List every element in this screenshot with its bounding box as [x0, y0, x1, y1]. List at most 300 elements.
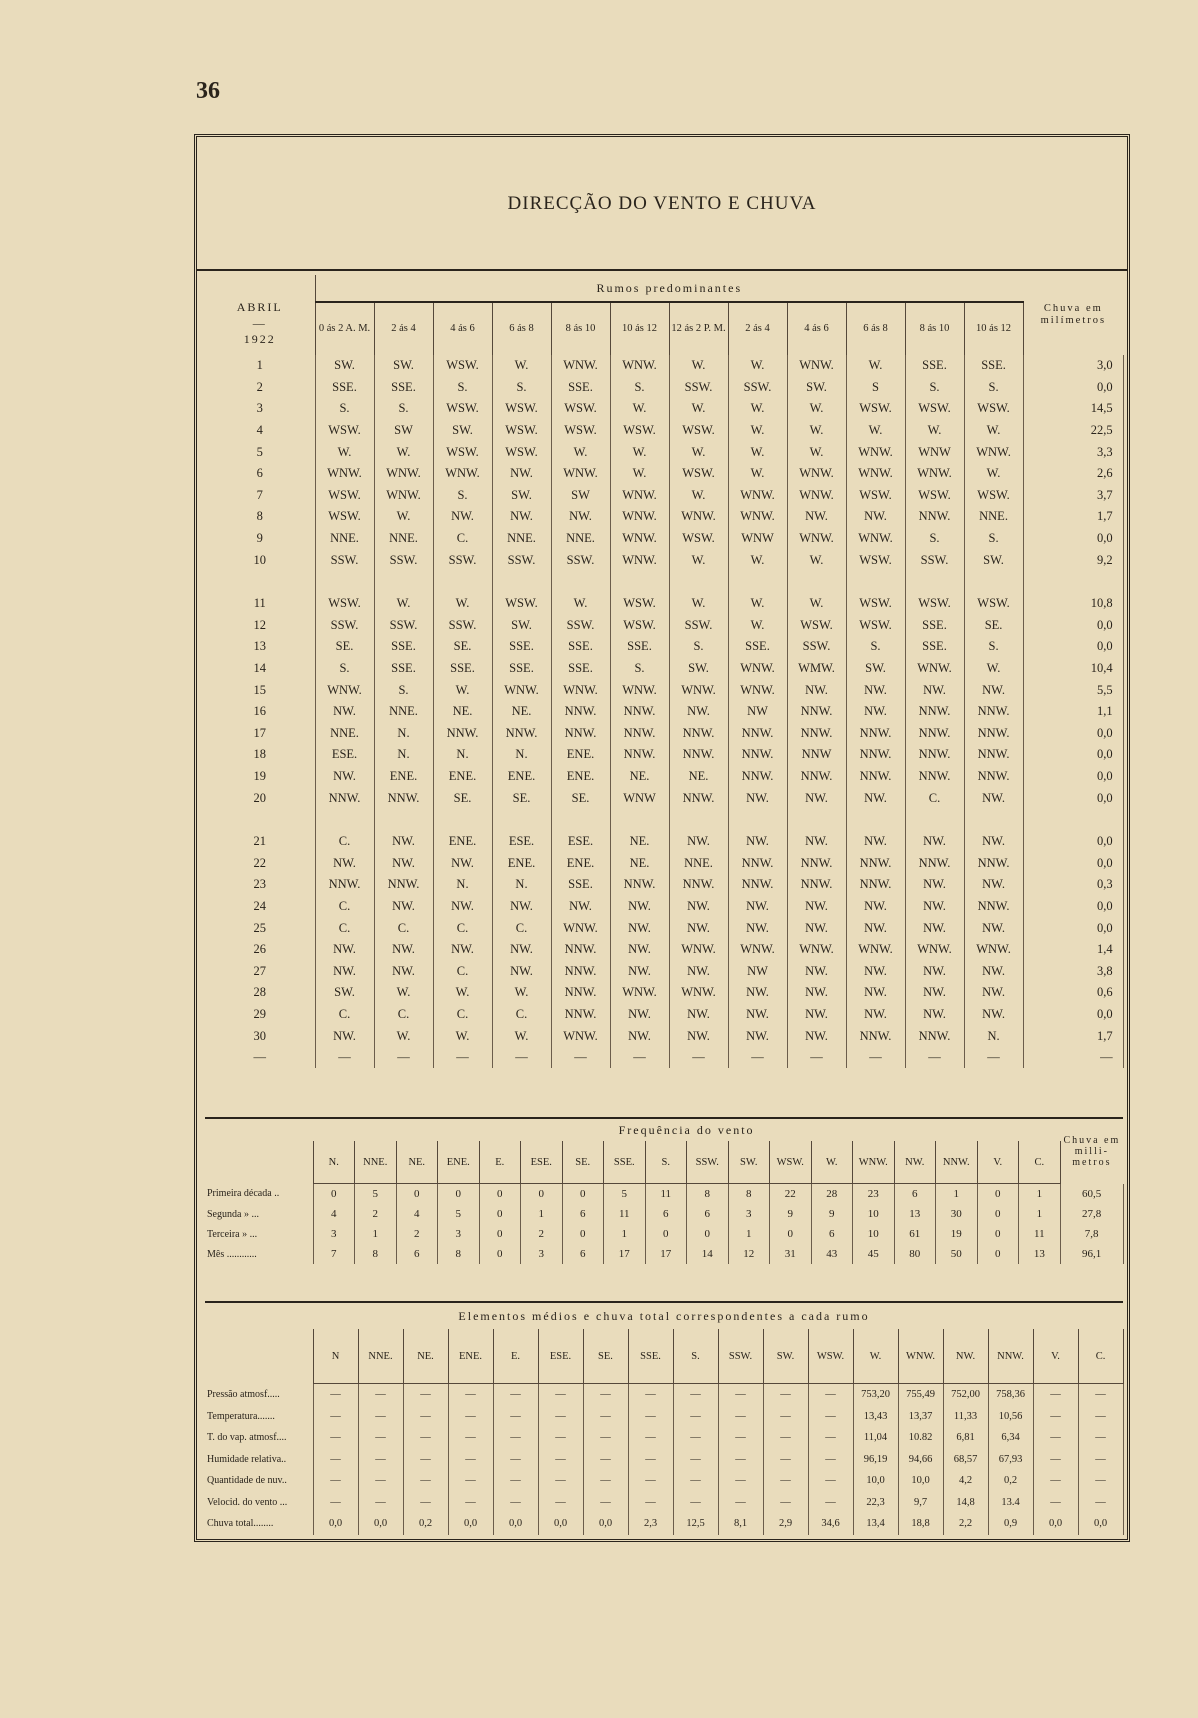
direction-cell: NW. [846, 982, 905, 1004]
value-cell: — [673, 1492, 718, 1514]
direction-cell: SSW. [669, 377, 728, 399]
direction-cell: W. [669, 441, 728, 463]
direction-cell: S. [492, 377, 551, 399]
direction-cell: WNW. [728, 485, 787, 507]
direction-cell: NW. [374, 896, 433, 918]
direction-cell: — [374, 1047, 433, 1069]
table-row [205, 398, 1123, 420]
direction-cell: NW. [433, 506, 492, 528]
value-cell: 0,0 [538, 1513, 583, 1535]
direction-cell: SSE. [433, 658, 492, 680]
direction-cell: NW. [905, 831, 964, 853]
direction-cell: S. [905, 377, 964, 399]
day-cell: 27 [205, 960, 315, 982]
direction-cell: NW. [787, 896, 846, 918]
direction-cell: NW. [669, 831, 728, 853]
value-cell: — [313, 1470, 358, 1492]
column-header: E. [493, 1329, 538, 1384]
value-cell: — [448, 1470, 493, 1492]
column-header: W. [853, 1329, 898, 1384]
direction-cell: WSW. [433, 398, 492, 420]
rain-cell: 3,0 [1023, 355, 1123, 377]
rain-cell: 0,0 [1023, 787, 1123, 809]
value-cell: — [493, 1427, 538, 1449]
value-cell: 13,43 [853, 1406, 898, 1428]
value-cell: — [808, 1406, 853, 1428]
value-cell: — [628, 1384, 673, 1406]
frequency-cell: 3 [521, 1244, 563, 1264]
table-row [205, 1184, 1123, 1205]
direction-cell: C. [374, 917, 433, 939]
direction-cell: WSW. [905, 485, 964, 507]
direction-cell: NW. [905, 917, 964, 939]
frequency-cell: 30 [936, 1204, 978, 1224]
value-cell: — [583, 1406, 628, 1428]
frequency-cell: 43 [811, 1244, 853, 1264]
value-cell: — [1033, 1449, 1078, 1471]
table-row [205, 1470, 1123, 1492]
day-cell: 11 [205, 593, 315, 615]
direction-cell: WNW. [610, 355, 669, 377]
table-row [205, 1492, 1123, 1514]
direction-cell: NNW. [551, 723, 610, 745]
column-header: ESE. [538, 1329, 583, 1384]
mean-elements-table [205, 1301, 1124, 1535]
direction-cell: NW. [905, 679, 964, 701]
frequency-cell: 0 [479, 1184, 521, 1205]
frequency-cell: 0 [977, 1204, 1019, 1224]
value-cell: — [628, 1406, 673, 1428]
direction-cell: WSW. [610, 593, 669, 615]
rain-cell: — [1023, 1047, 1123, 1069]
day-cell: 12 [205, 615, 315, 637]
direction-cell: NNW. [905, 1025, 964, 1047]
frequency-cell: 5 [355, 1184, 397, 1205]
direction-cell: S. [433, 377, 492, 399]
frequency-cell: 11 [645, 1184, 687, 1205]
direction-cell: ENE. [433, 831, 492, 853]
value-cell: 13.4 [988, 1492, 1033, 1514]
frequency-cell: 1 [936, 1184, 978, 1205]
value-cell: — [1078, 1449, 1123, 1471]
value-cell: — [1033, 1427, 1078, 1449]
month-label: ABRIL [236, 300, 283, 314]
direction-cell: SE. [551, 787, 610, 809]
direction-cell: W. [669, 549, 728, 571]
direction-cell: NW. [787, 917, 846, 939]
table-row [205, 593, 1123, 615]
year-label: 1922 [243, 332, 276, 346]
direction-cell: NNW. [669, 744, 728, 766]
direction-cell: W. [787, 398, 846, 420]
direction-cell: WNW [610, 787, 669, 809]
direction-cell: NW. [492, 939, 551, 961]
day-cell: 20 [205, 787, 315, 809]
direction-cell: W. [669, 485, 728, 507]
direction-cell: NNW. [728, 723, 787, 745]
rain-cell: 22,5 [1023, 420, 1123, 442]
direction-cell: S. [315, 398, 374, 420]
value-cell: 758,36 [988, 1384, 1033, 1406]
value-cell: — [583, 1384, 628, 1406]
direction-cell: NW. [787, 1025, 846, 1047]
day-cell: 13 [205, 636, 315, 658]
direction-cell: WSW. [846, 485, 905, 507]
rain-cell: 0,0 [1023, 896, 1123, 918]
direction-cell: S. [964, 528, 1023, 550]
column-header: E. [479, 1141, 521, 1184]
frequency-cell: 17 [604, 1244, 646, 1264]
value-cell: 0,0 [313, 1513, 358, 1535]
rain-cell: 7,8 [1060, 1224, 1123, 1244]
column-header: 12 ás 2 P. M. [669, 302, 728, 355]
direction-cell: NW. [846, 1004, 905, 1026]
direction-cell: SE. [964, 615, 1023, 637]
column-header: N [313, 1329, 358, 1384]
direction-cell: NNW. [610, 723, 669, 745]
direction-cell: W. [787, 441, 846, 463]
direction-cell: SSE. [905, 615, 964, 637]
value-cell: — [1078, 1427, 1123, 1449]
direction-cell: S [846, 377, 905, 399]
direction-cell: SSE. [374, 636, 433, 658]
frequency-cell: 6 [562, 1244, 604, 1264]
direction-cell: W. [728, 463, 787, 485]
direction-cell: C. [433, 917, 492, 939]
direction-cell: S. [669, 636, 728, 658]
table-row [205, 679, 1123, 701]
table-row [205, 528, 1123, 550]
value-cell: — [313, 1492, 358, 1514]
direction-cell: W. [669, 398, 728, 420]
column-header: 10 ás 12 [964, 302, 1023, 355]
table-row [205, 701, 1123, 723]
direction-cell: WNW. [610, 679, 669, 701]
direction-cell: NW. [374, 831, 433, 853]
rain-cell: 1,7 [1023, 506, 1123, 528]
direction-cell: NW. [433, 939, 492, 961]
value-cell: — [538, 1427, 583, 1449]
direction-cell: SW. [374, 355, 433, 377]
day-cell: 2 [205, 377, 315, 399]
direction-cell: SW. [492, 485, 551, 507]
direction-cell: C. [433, 528, 492, 550]
table-row [205, 787, 1123, 809]
rain-cell: 96,1 [1060, 1244, 1123, 1264]
direction-cell: S. [610, 658, 669, 680]
direction-cell: NW. [728, 1025, 787, 1047]
value-cell: — [358, 1470, 403, 1492]
direction-cell: NNW. [551, 701, 610, 723]
direction-cell: NW. [315, 701, 374, 723]
frequency-cell: 6 [645, 1204, 687, 1224]
value-cell: — [1033, 1384, 1078, 1406]
direction-cell: NW. [669, 917, 728, 939]
column-header: SSW. [718, 1329, 763, 1384]
direction-cell: W. [433, 982, 492, 1004]
day-cell: 3 [205, 398, 315, 420]
direction-cell: NNW. [964, 744, 1023, 766]
day-cell: 8 [205, 506, 315, 528]
column-header: SW. [763, 1329, 808, 1384]
column-header: 8 ás 10 [551, 302, 610, 355]
row-label: Primeira década .. [205, 1184, 313, 1205]
rain-cell: 0,0 [1023, 615, 1123, 637]
value-cell: — [718, 1492, 763, 1514]
direction-cell: — [433, 1047, 492, 1069]
direction-cell: NNW. [905, 852, 964, 874]
title-band [197, 137, 1127, 271]
rain-header: Chuva em milímetros [1040, 303, 1107, 326]
table-row [205, 960, 1123, 982]
value-cell: — [673, 1427, 718, 1449]
direction-cell: WSW. [492, 593, 551, 615]
direction-cell: NW. [787, 679, 846, 701]
table-row [205, 744, 1123, 766]
frequency-cell: 3 [438, 1224, 480, 1244]
value-cell: — [808, 1384, 853, 1406]
direction-cell: NNW. [846, 852, 905, 874]
direction-cell: N. [492, 874, 551, 896]
column-header: 10 ás 12 [610, 302, 669, 355]
frequency-cell: 0 [977, 1244, 1019, 1264]
frequency-cell: 12 [728, 1244, 770, 1264]
direction-cell: SSE. [492, 636, 551, 658]
direction-cell: W. [964, 420, 1023, 442]
direction-cell: NW. [846, 917, 905, 939]
direction-cell: NW. [492, 506, 551, 528]
frequency-cell: 22 [770, 1184, 812, 1205]
value-cell: 9,7 [898, 1492, 943, 1514]
direction-cell: NW. [374, 939, 433, 961]
frequency-cell: 8 [355, 1244, 397, 1264]
row-gap [205, 571, 1123, 593]
value-cell: 68,57 [943, 1449, 988, 1471]
rain-cell: 0,6 [1023, 982, 1123, 1004]
table-row [205, 1004, 1123, 1026]
direction-cell: NNW. [787, 701, 846, 723]
direction-cell: SSW. [374, 549, 433, 571]
value-cell: 12,5 [673, 1513, 718, 1535]
direction-cell: N. [374, 723, 433, 745]
direction-cell: SSW. [433, 615, 492, 637]
direction-cell: WSW. [433, 355, 492, 377]
table-row [205, 1025, 1123, 1047]
direction-cell: SSE. [374, 377, 433, 399]
table-row [205, 1224, 1123, 1244]
direction-cell: WNW. [905, 939, 964, 961]
direction-cell: NW. [846, 960, 905, 982]
frequency-cell: 8 [438, 1244, 480, 1264]
direction-cell: WNW. [492, 679, 551, 701]
direction-cell: NW. [787, 982, 846, 1004]
direction-cell: NNW. [905, 506, 964, 528]
value-cell: — [358, 1406, 403, 1428]
column-header: S. [673, 1329, 718, 1384]
value-cell: — [403, 1449, 448, 1471]
direction-cell: C. [492, 917, 551, 939]
direction-cell: N. [374, 744, 433, 766]
value-cell: 2,3 [628, 1513, 673, 1535]
rain-cell: 3,7 [1023, 485, 1123, 507]
direction-cell: WNW. [669, 679, 728, 701]
value-cell: — [493, 1492, 538, 1514]
frequency-cell: 9 [770, 1204, 812, 1224]
direction-cell: W. [492, 982, 551, 1004]
direction-cell: SSE. [551, 377, 610, 399]
column-header: ENE. [438, 1141, 480, 1184]
rain-cell: 0,0 [1023, 377, 1123, 399]
direction-cell: WNW. [610, 982, 669, 1004]
value-cell: 10,0 [898, 1470, 943, 1492]
direction-cell: WSW. [492, 441, 551, 463]
direction-cell: WSW. [905, 398, 964, 420]
direction-cell: NW. [610, 960, 669, 982]
value-cell: — [313, 1427, 358, 1449]
frequency-cell: 2 [396, 1224, 438, 1244]
direction-cell: — [787, 1047, 846, 1069]
row-label: Chuva total........ [205, 1513, 313, 1535]
value-cell: — [628, 1427, 673, 1449]
column-header: NE. [396, 1141, 438, 1184]
direction-cell: NW. [315, 766, 374, 788]
table-row [205, 636, 1123, 658]
direction-cell: NW. [964, 787, 1023, 809]
value-cell: 94,66 [898, 1449, 943, 1471]
value-cell: 13,37 [898, 1406, 943, 1428]
column-header: 4 ás 6 [787, 302, 846, 355]
column-header: V. [1033, 1329, 1078, 1384]
value-cell: — [448, 1384, 493, 1406]
table-row [205, 1384, 1123, 1406]
direction-cell: SSE. [905, 636, 964, 658]
value-cell: — [628, 1449, 673, 1471]
day-cell: 18 [205, 744, 315, 766]
direction-cell: W. [551, 441, 610, 463]
rain-cell: 5,5 [1023, 679, 1123, 701]
frequency-cell: 0 [438, 1184, 480, 1205]
frequency-cell: 1 [355, 1224, 397, 1244]
frequency-cell: 61 [894, 1224, 936, 1244]
direction-cell: W. [492, 355, 551, 377]
direction-cell: WSW. [669, 528, 728, 550]
direction-cell: NW. [492, 463, 551, 485]
frequency-cell: 0 [479, 1224, 521, 1244]
value-cell: — [538, 1384, 583, 1406]
direction-cell: WSW. [610, 615, 669, 637]
direction-cell: W. [905, 420, 964, 442]
column-header: N. [313, 1141, 355, 1184]
table-row [205, 766, 1123, 788]
direction-cell: NW. [964, 982, 1023, 1004]
table-row [205, 1449, 1123, 1471]
direction-cell: S. [433, 485, 492, 507]
value-cell: — [313, 1449, 358, 1471]
direction-cell: NNE. [374, 701, 433, 723]
direction-cell: NE. [610, 766, 669, 788]
frequency-cell: 17 [645, 1244, 687, 1264]
frequency-cell: 4 [313, 1204, 355, 1224]
value-cell: — [1033, 1470, 1078, 1492]
value-cell: — [403, 1427, 448, 1449]
rain-cell: 9,2 [1023, 549, 1123, 571]
frequency-cell: 6 [396, 1244, 438, 1264]
direction-cell: NNW. [728, 766, 787, 788]
table-row [205, 917, 1123, 939]
direction-cell: WSW. [787, 615, 846, 637]
direction-cell: NNW. [905, 766, 964, 788]
direction-cell: SE. [492, 787, 551, 809]
direction-cell: NNW. [787, 852, 846, 874]
direction-cell: WNW [728, 528, 787, 550]
value-cell: — [448, 1406, 493, 1428]
frequency-cell: 0 [770, 1224, 812, 1244]
direction-cell: NE. [433, 701, 492, 723]
direction-cell: NW. [669, 896, 728, 918]
direction-cell: NW. [315, 939, 374, 961]
rain-cell: 0,0 [1023, 744, 1123, 766]
value-cell: 67,93 [988, 1449, 1033, 1471]
direction-cell: WNW. [846, 939, 905, 961]
day-cell: 26 [205, 939, 315, 961]
day-cell: 5 [205, 441, 315, 463]
value-cell: — [583, 1427, 628, 1449]
value-cell: — [538, 1492, 583, 1514]
direction-cell: WNW. [728, 679, 787, 701]
direction-cell: NW. [551, 896, 610, 918]
value-cell: — [718, 1427, 763, 1449]
direction-cell: NW. [315, 960, 374, 982]
direction-cell: NNW. [551, 960, 610, 982]
direction-cell: WSW. [610, 420, 669, 442]
direction-cell: W. [964, 463, 1023, 485]
direction-cell: W. [787, 420, 846, 442]
direction-cell: W. [610, 441, 669, 463]
direction-cell: NNW. [610, 701, 669, 723]
direction-cell: WSW. [669, 420, 728, 442]
value-cell: — [1078, 1384, 1123, 1406]
frequency-cell: 31 [770, 1244, 812, 1264]
direction-cell: WNW. [433, 463, 492, 485]
direction-cell: W. [728, 398, 787, 420]
column-header: 2 ás 4 [728, 302, 787, 355]
direction-cell: WSW. [905, 593, 964, 615]
value-cell: — [538, 1470, 583, 1492]
frequency-cell: 6 [687, 1204, 729, 1224]
direction-cell: NW. [846, 787, 905, 809]
day-cell: 1 [205, 355, 315, 377]
wind-frequency-table [205, 1117, 1124, 1264]
rain-cell: 60,5 [1060, 1184, 1123, 1205]
direction-cell: SW. [964, 549, 1023, 571]
direction-cell: C. [433, 960, 492, 982]
value-cell: — [628, 1470, 673, 1492]
value-cell: 753,20 [853, 1384, 898, 1406]
direction-cell: NW. [905, 896, 964, 918]
column-header: C. [1019, 1141, 1061, 1184]
direction-cell: NW. [964, 917, 1023, 939]
direction-cell: SSW. [315, 549, 374, 571]
rain-cell: 0,3 [1023, 874, 1123, 896]
value-cell: 752,00 [943, 1384, 988, 1406]
direction-cell: W. [728, 355, 787, 377]
direction-cell: NW. [669, 1004, 728, 1026]
table-row [205, 355, 1123, 377]
rain-cell: 0,0 [1023, 636, 1123, 658]
direction-cell: N. [433, 874, 492, 896]
frequency-cell: 2 [355, 1204, 397, 1224]
value-cell: 755,49 [898, 1384, 943, 1406]
